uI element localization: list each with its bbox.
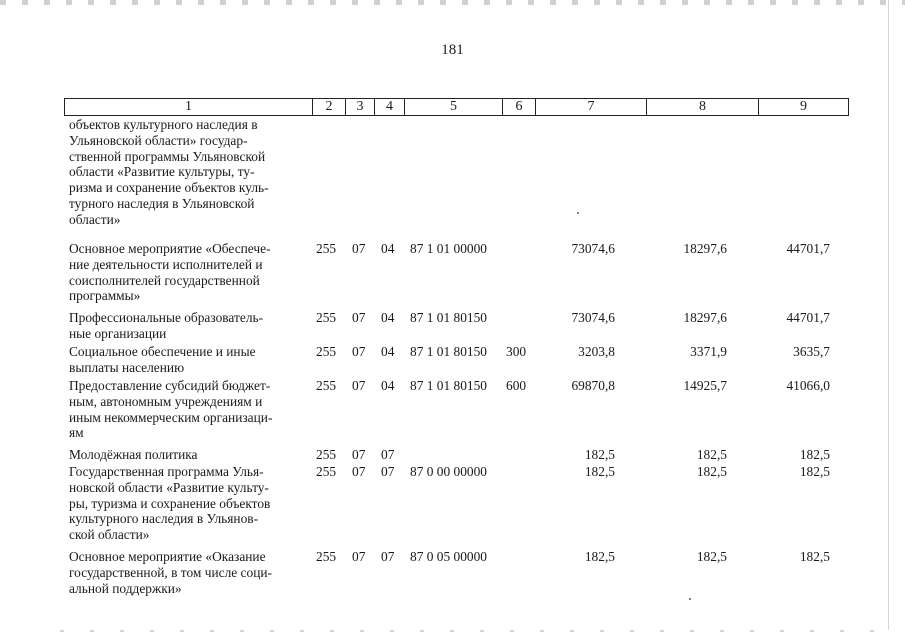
scan-speck bbox=[689, 598, 691, 600]
scan-artifact-right bbox=[888, 0, 889, 630]
cell-s2: 14925,7 bbox=[683, 378, 727, 393]
cell-rz: 07 bbox=[352, 549, 366, 564]
row-name-line: области «Развитие культуры, ту- bbox=[69, 164, 255, 180]
row-name-line: культурного наследия в Ульянов- bbox=[69, 511, 259, 527]
row-name-line: Молодёжная политика bbox=[69, 447, 198, 462]
row-name-line: соисполнителей государственной bbox=[69, 272, 260, 288]
row-name-line: турного наследия в Ульяновской bbox=[69, 195, 255, 211]
cell-s2: 182,5 bbox=[696, 447, 727, 462]
cell-cs: 87 1 01 80150 bbox=[410, 344, 487, 359]
row-name-line: государственной, в том числе соци- bbox=[69, 564, 272, 580]
row-name-line: Ульяновской области» государ- bbox=[69, 132, 248, 148]
row-name-line: ры, туризма и сохранение объектов bbox=[69, 495, 271, 511]
row-name-line: программы» bbox=[69, 288, 141, 304]
header-col-1: 1 bbox=[185, 99, 192, 114]
row-name-line: ные организации bbox=[69, 325, 167, 341]
cell-rz: 07 bbox=[352, 241, 366, 256]
row-name bbox=[69, 464, 306, 543]
cell-s3: 182,5 bbox=[799, 549, 830, 564]
row-name bbox=[69, 378, 306, 441]
cell-s2: 182,5 bbox=[696, 549, 727, 564]
scan-artifact-bottom bbox=[60, 630, 900, 632]
row-name-line: Основное мероприятие «Обеспече- bbox=[69, 241, 271, 256]
cell-s1: 3203,8 bbox=[578, 344, 615, 359]
cell-s1: 182,5 bbox=[584, 464, 615, 479]
cell-s1: 73074,6 bbox=[571, 241, 615, 256]
row-name-line: Профессиональные образователь- bbox=[69, 310, 264, 325]
cell-cs: 87 0 00 00000 bbox=[410, 464, 487, 479]
row-name bbox=[69, 549, 306, 596]
cell-rz: 07 bbox=[352, 378, 366, 393]
scan-artifact-top bbox=[0, 0, 905, 5]
cell-pr: 04 bbox=[381, 241, 395, 256]
cell-s3: 182,5 bbox=[799, 464, 830, 479]
row-name-line: объектов культурного наследия в bbox=[69, 117, 258, 132]
row-name-line: ственной программы Ульяновской bbox=[69, 148, 266, 164]
cell-pr: 07 bbox=[381, 549, 395, 564]
row-name-line: области» bbox=[69, 211, 121, 227]
cell-s2: 18297,6 bbox=[683, 241, 727, 256]
cell-cs: 87 1 01 80150 bbox=[410, 310, 487, 325]
row-name-line: Социальное обеспечение и иные bbox=[69, 344, 256, 359]
row-name bbox=[69, 117, 306, 228]
row-name-line: Предоставление субсидий бюджет- bbox=[69, 378, 271, 393]
cell-s3: 182,5 bbox=[799, 447, 830, 462]
header-col-4: 4 bbox=[374, 99, 404, 115]
cell-gr: 255 bbox=[316, 464, 337, 479]
row-name-line: ным, автономным учреждениям и bbox=[69, 393, 263, 409]
cell-s3: 44701,7 bbox=[786, 310, 830, 325]
cell-rz: 07 bbox=[352, 464, 366, 479]
cell-gr: 255 bbox=[316, 549, 337, 564]
header-col-9: 9 bbox=[758, 99, 848, 115]
cell-pr: 07 bbox=[381, 464, 395, 479]
page-number: 181 bbox=[441, 42, 464, 58]
header-col-3: 3 bbox=[345, 99, 374, 115]
cell-s2: 18297,6 bbox=[683, 310, 727, 325]
scan-speck bbox=[577, 212, 579, 214]
cell-rz: 07 bbox=[352, 310, 366, 325]
cell-gr: 255 bbox=[316, 344, 337, 359]
row-name-line: альной поддержки» bbox=[69, 580, 182, 596]
cell-pr: 04 bbox=[381, 310, 395, 325]
table-header bbox=[64, 98, 849, 116]
row-name-line: ризма и сохранение объектов куль- bbox=[69, 180, 269, 196]
cell-cs: 87 1 01 80150 bbox=[410, 378, 487, 393]
header-col-6: 6 bbox=[502, 99, 535, 115]
cell-pr: 04 bbox=[381, 344, 395, 359]
cell-vr: 600 bbox=[506, 378, 527, 393]
cell-gr: 255 bbox=[316, 310, 337, 325]
cell-s3: 3635,7 bbox=[793, 344, 830, 359]
cell-cs: 87 0 05 00000 bbox=[410, 549, 487, 564]
row-name-line: ям bbox=[69, 425, 84, 441]
cell-s1: 182,5 bbox=[584, 447, 615, 462]
cell-gr: 255 bbox=[316, 378, 337, 393]
cell-gr: 255 bbox=[316, 241, 337, 256]
header-col-2: 2 bbox=[312, 99, 345, 115]
cell-s1: 69870,8 bbox=[571, 378, 615, 393]
row-name-line: Государственная программа Улья- bbox=[69, 464, 264, 479]
cell-pr: 04 bbox=[381, 378, 395, 393]
header-col-8: 8 bbox=[646, 99, 758, 115]
row-name-line: выплаты населению bbox=[69, 359, 185, 375]
cell-s1: 182,5 bbox=[584, 549, 615, 564]
cell-s2: 3371,9 bbox=[690, 344, 727, 359]
row-name bbox=[69, 447, 306, 463]
cell-gr: 255 bbox=[316, 447, 337, 462]
cell-vr: 300 bbox=[506, 344, 527, 359]
cell-rz: 07 bbox=[352, 447, 366, 462]
row-name bbox=[69, 344, 306, 376]
cell-s3: 44701,7 bbox=[786, 241, 830, 256]
cell-rz: 07 bbox=[352, 344, 366, 359]
cell-pr: 07 bbox=[381, 447, 395, 462]
row-name bbox=[69, 241, 306, 304]
cell-s3: 41066,0 bbox=[786, 378, 830, 393]
cell-s1: 73074,6 bbox=[571, 310, 615, 325]
row-name-line: новской области «Развитие культу- bbox=[69, 479, 269, 495]
header-col-7: 7 bbox=[535, 99, 646, 115]
cell-cs: 87 1 01 00000 bbox=[410, 241, 487, 256]
header-col-5: 5 bbox=[404, 99, 502, 115]
row-name-line: ние деятельности исполнителей и bbox=[69, 256, 263, 272]
row-name bbox=[69, 310, 306, 342]
row-name-line: ской области» bbox=[69, 527, 150, 543]
row-name-line: иным некоммерческим организаци- bbox=[69, 409, 273, 425]
cell-s2: 182,5 bbox=[696, 464, 727, 479]
row-name-line: Основное мероприятие «Оказание bbox=[69, 549, 266, 564]
